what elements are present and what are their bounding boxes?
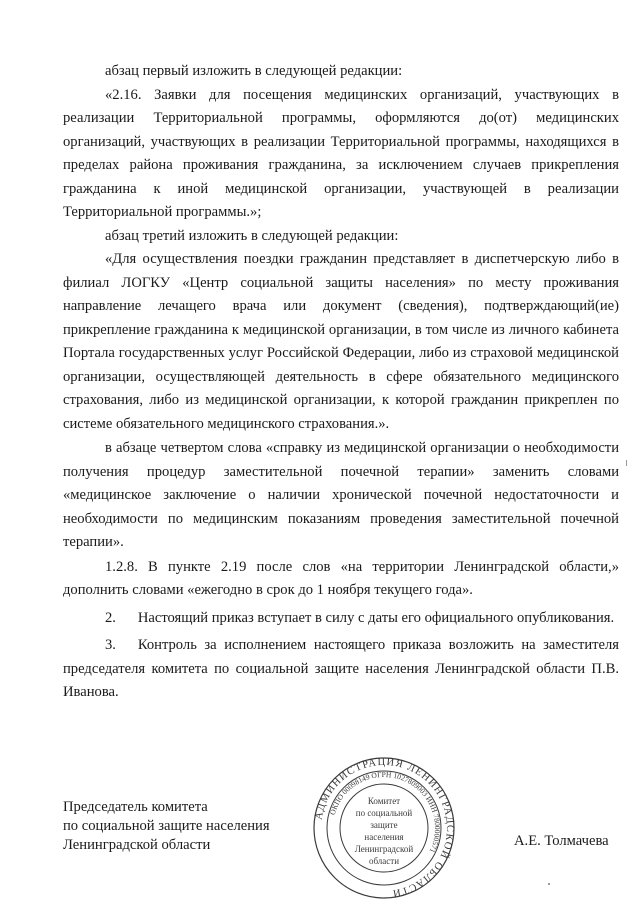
paragraph-item-3: 3. Контроль за исполнением настоящего приказа возложить на заместителя председателя комитета по социальной защите населения Ленинградской области П.В. Иванова. bbox=[63, 637, 619, 700]
seal-center-line: населения bbox=[364, 832, 404, 842]
seal-center-line: по социальной bbox=[355, 808, 413, 818]
seal-center-line: защите bbox=[370, 820, 398, 830]
paragraph-fourth-replacement: в абзаце четвертом слова «справку из медицинской организации о необходимости получения процедур заместительной почечной терапии» заменить словами «медицинское заключение о наличии хронической почечной недостаточности и необходимости по медицинским показаниям проведения заместительной почечной терапии». bbox=[63, 440, 619, 550]
document-body bbox=[63, 60, 619, 705]
seal-center-line: области bbox=[368, 856, 400, 866]
paragraph-amend-third: абзац третий изложить в следующей редакции: bbox=[105, 227, 399, 244]
signatory-position bbox=[63, 798, 270, 855]
scan-mark bbox=[626, 460, 627, 466]
paragraph-item-2: 2. Настоящий приказ вступает в силу с даты его официального опубликования. bbox=[105, 609, 615, 626]
seal-ring-text: ОКПО 00098149 ОГРН 1027809003 ИНН 7800000571 bbox=[327, 769, 443, 855]
position-line: Председатель комитета bbox=[63, 799, 208, 815]
position-line: Ленинградской области bbox=[63, 837, 211, 853]
scan-mark bbox=[548, 883, 550, 885]
paragraph-clause-2-16: «2.16. Заявки для посещения медицинских организаций, участвующих в реализации Территориальной программы, оформляются до(от) медицинских организаций, участвующих в реализации Территориальной программы, находящихся в пределах района проживания гражданина, за исключением случаев прикрепления гражданина к иной медицинской организации, участвующей в реализации Территориальной программы.»; bbox=[63, 86, 619, 220]
seal-center-line: Комитет bbox=[367, 796, 401, 806]
signatory-name: А.Е. Толмачева bbox=[514, 833, 609, 849]
position-line: по социальной защите населения bbox=[63, 818, 270, 834]
official-seal bbox=[312, 756, 456, 900]
seal-outer-text: АДМИНИСТРАЦИЯ ЛЕНИНГРАДСКОЙ ОБЛАСТИ bbox=[313, 756, 456, 899]
seal-center-line: Ленинградской bbox=[354, 844, 414, 854]
paragraph-trip-procedure: «Для осуществления поездки гражданин представляет в диспетчерскую либо в филиал ЛОГКУ «Центр социальной защиты населения» по месту проживания направление лечащего врача или документ (сведения), подтверждающий(ие) прикрепление гражданина к медицинской организации, в том числе из личного кабинета Портала государственных услуг Российской Федерации, либо из страховой медицинской организации, осуществляющей деятельность в сфере обязательного медицинского страхования, либо из медицинской организации, к которой гражданин прикреплен по системе обязательного медицинского страхования.». bbox=[63, 251, 619, 432]
paragraph-amend-first: абзац первый изложить в следующей редакции: bbox=[105, 63, 403, 79]
paragraph-clause-1-2-8: 1.2.8. В пункте 2.19 после слов «на территории Ленинградской области,» дополнить словами «ежегодно в срок до 1 ноября текущего года». bbox=[63, 558, 619, 598]
seal-graphic bbox=[312, 756, 456, 900]
